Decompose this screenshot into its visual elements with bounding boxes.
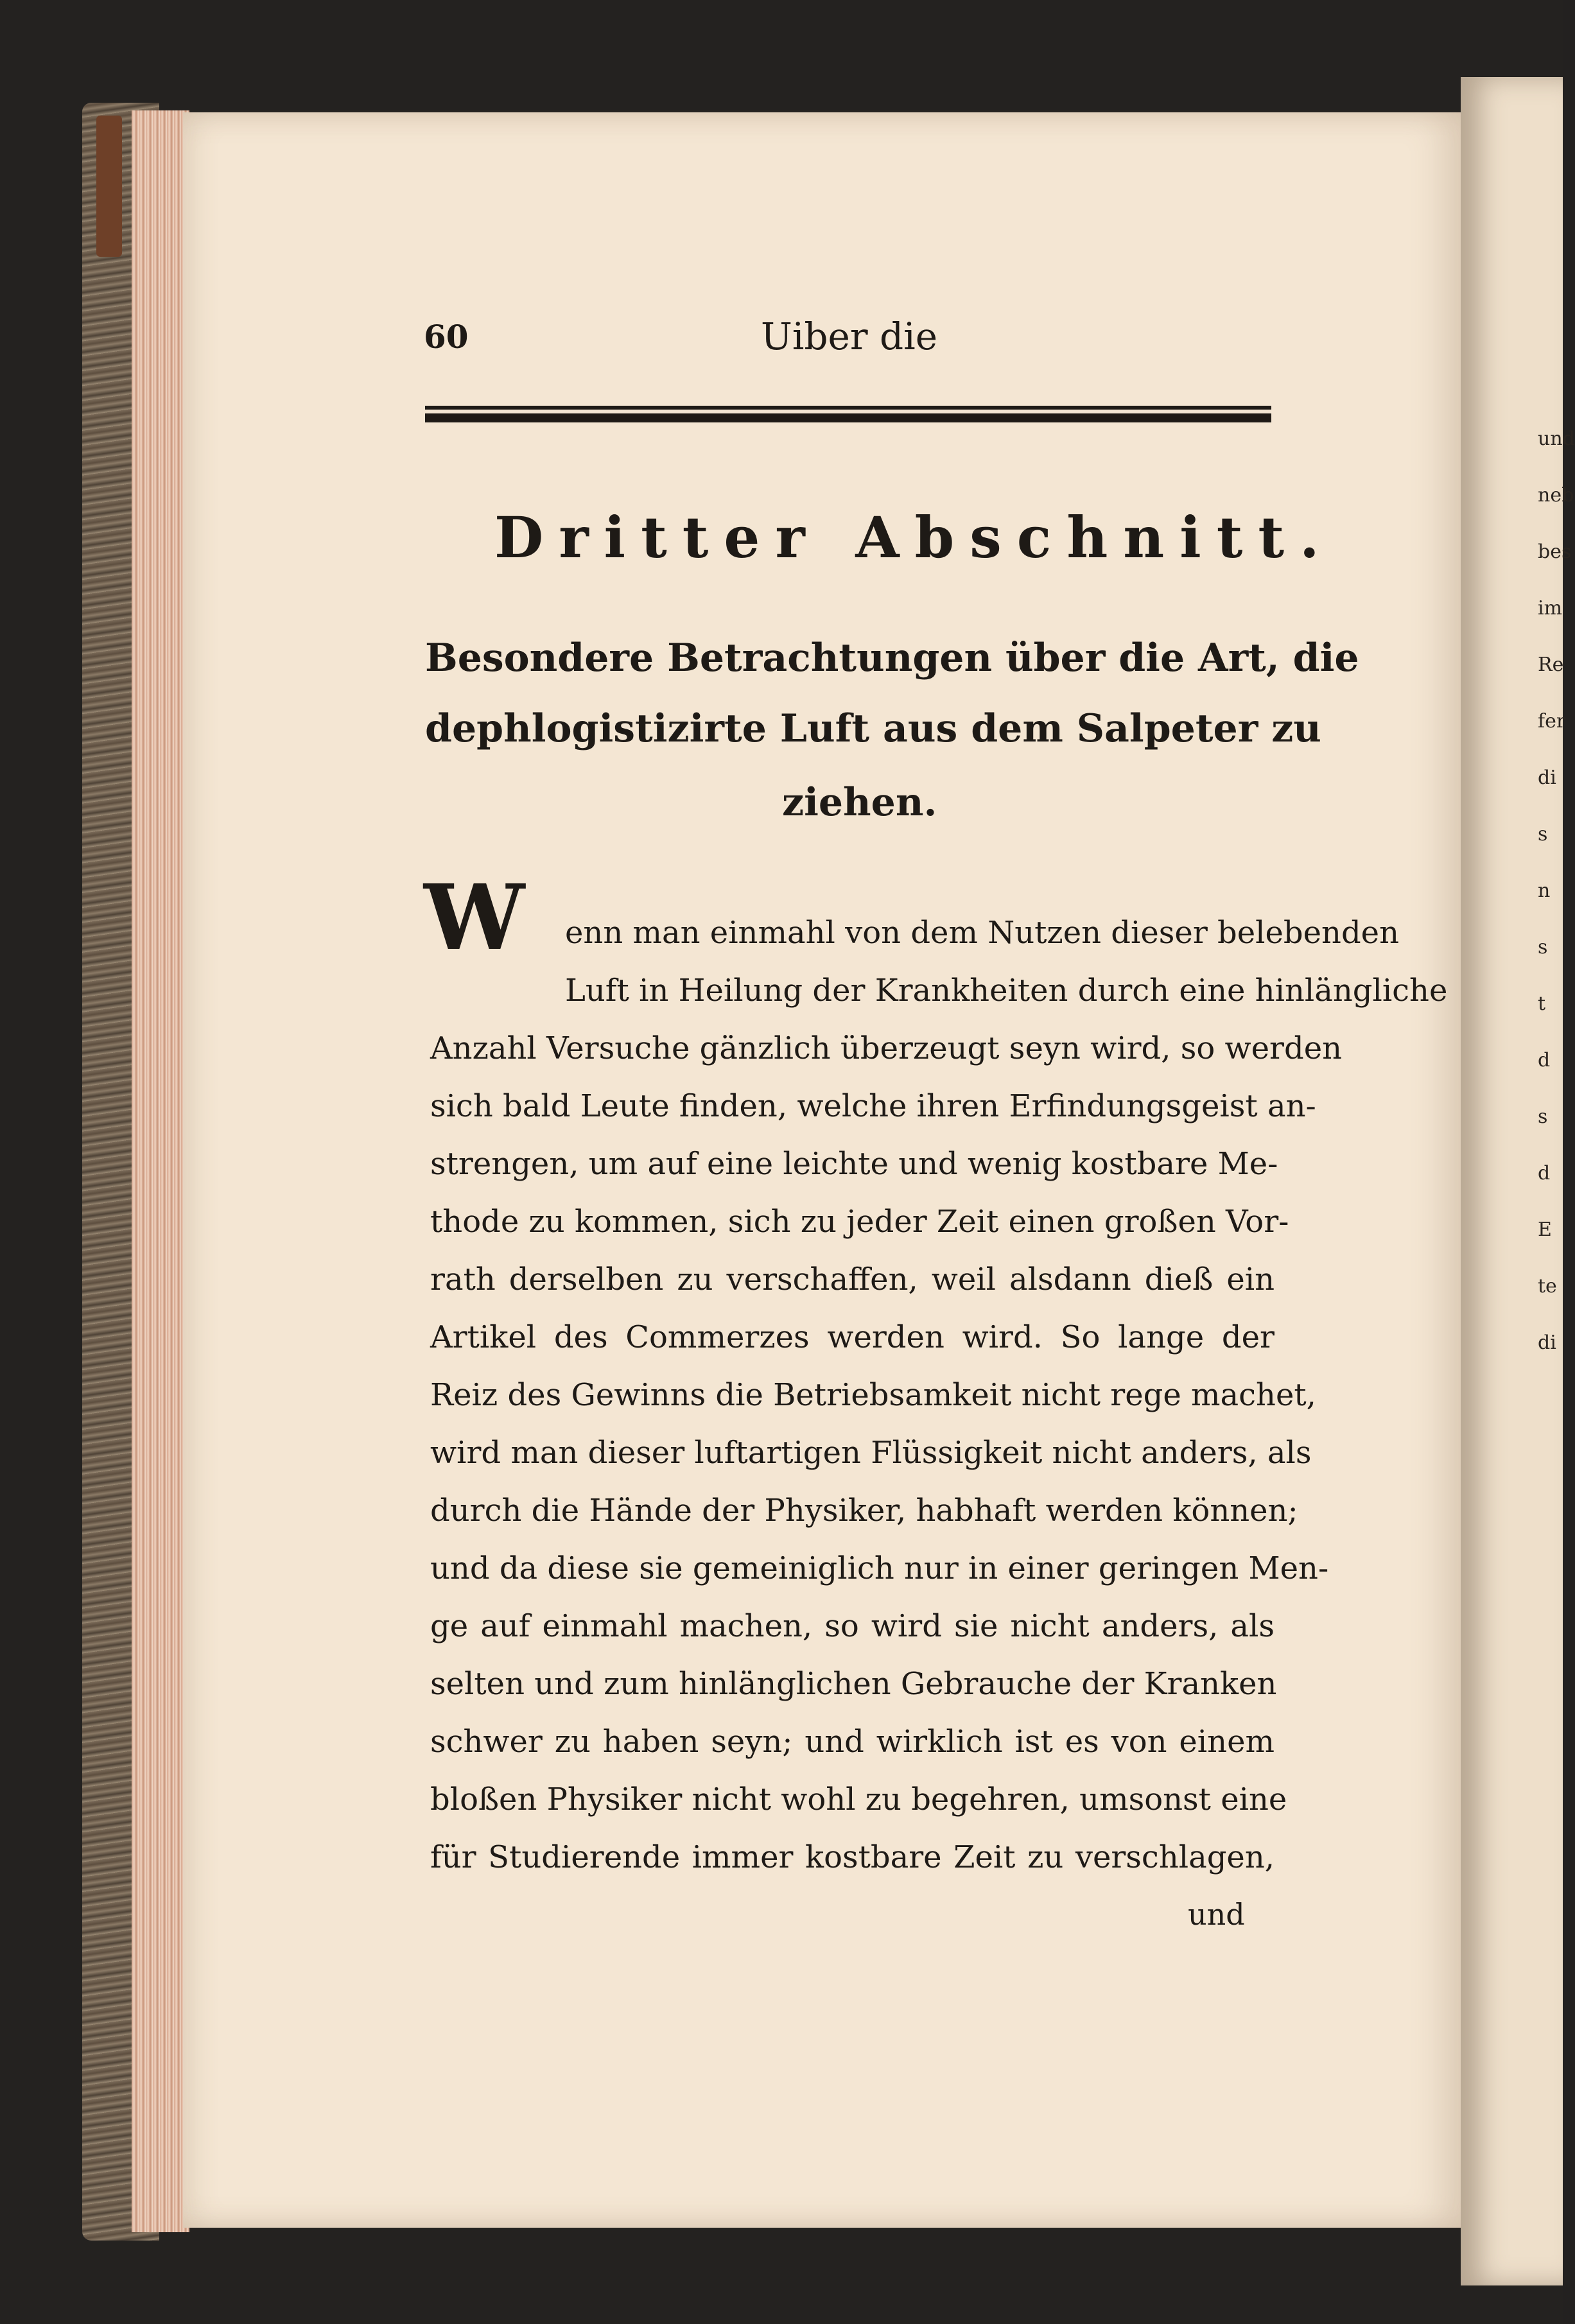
page-edges bbox=[132, 110, 189, 2232]
facing-page-fragment: di bbox=[1538, 1331, 1556, 1354]
facing-page-fragment: s bbox=[1538, 1106, 1548, 1128]
body-line: thode zu kommen, sich zu jeder Zeit einen großen Vor- bbox=[430, 1204, 1289, 1240]
chapter-subtitle-line: dephlogistizirte Luft aus dem Salpeter zu bbox=[425, 706, 1321, 751]
body-line: sich bald Leute finden, welche ihren Erfindungsgeist an- bbox=[430, 1088, 1316, 1124]
facing-page-fragment: te bbox=[1538, 1275, 1557, 1297]
facing-page-fragment: im bbox=[1538, 597, 1563, 620]
chapter-subtitle-line: Besondere Betrachtungen über die Art, die bbox=[425, 636, 1359, 681]
body-line: Luft in Heilung der Krankheiten durch eine hinlängliche bbox=[565, 973, 1448, 1009]
body-line: für Studierende immer kostbare Zeit zu verschlagen, bbox=[430, 1839, 1275, 1875]
facing-page-fragment: n bbox=[1538, 880, 1551, 902]
facing-page-fragment: E bbox=[1538, 1218, 1552, 1241]
body-line: rath derselben zu verschaffen, weil alsdann dieß ein bbox=[430, 1262, 1275, 1297]
running-head: Uiber die bbox=[761, 315, 938, 358]
body-line: schwer zu haben seyn; und wirklich ist es von einem bbox=[430, 1724, 1275, 1760]
chapter-subtitle-line: ziehen. bbox=[782, 780, 937, 825]
drop-initial: W bbox=[424, 865, 525, 971]
body-line: durch die Hände der Physiker, habhaft werden können; bbox=[430, 1493, 1298, 1529]
page-number: 60 bbox=[424, 318, 469, 356]
body-line: selten und zum hinlänglichen Gebrauche der Kranken bbox=[430, 1666, 1277, 1702]
book-spine-leather bbox=[96, 116, 122, 257]
body-line: Reiz des Gewinns die Betriebsamkeit nicht rege machet, bbox=[430, 1377, 1316, 1413]
facing-page-fragment: fer bbox=[1538, 710, 1566, 733]
body-line: bloßen Physiker nicht wohl zu begehren, umsonst eine bbox=[430, 1782, 1287, 1817]
body-line: enn man einmahl von dem Nutzen dieser belebenden bbox=[565, 915, 1399, 951]
header-rule bbox=[425, 406, 1271, 422]
chapter-title: Dritter Abschnitt. bbox=[494, 504, 1335, 571]
facing-page-fragment: s bbox=[1538, 823, 1548, 845]
catchword: und bbox=[1188, 1897, 1245, 1932]
body-line: Anzahl Versuche gänzlich überzeugt seyn wird, so werden bbox=[430, 1030, 1343, 1066]
body-line: Artikel des Commerzes werden wird. So lange der bbox=[430, 1319, 1275, 1355]
body-line: strengen, um auf eine leichte und wenig kostbare Me- bbox=[430, 1146, 1278, 1182]
facing-page-fragment: d bbox=[1538, 1049, 1551, 1071]
facing-page-fragment: neb bbox=[1538, 484, 1574, 507]
body-line: und da diese sie gemeiniglich nur in einer geringen Men- bbox=[430, 1550, 1329, 1586]
facing-page-fragment: t bbox=[1538, 993, 1546, 1015]
facing-page-fragment: di bbox=[1538, 767, 1556, 789]
facing-page-fragment: d bbox=[1538, 1162, 1551, 1184]
facing-page-fragment: und bbox=[1538, 428, 1575, 450]
body-line: wird man dieser luftartigen Flüssigkeit nicht anders, als bbox=[430, 1435, 1312, 1471]
facing-page-text bbox=[1538, 411, 1575, 1371]
body-line: ge auf einmahl machen, so wird sie nicht anders, als bbox=[430, 1608, 1275, 1644]
facing-page-fragment: s bbox=[1538, 936, 1548, 958]
facing-page-fragment: Re bbox=[1538, 654, 1564, 676]
facing-page-fragment: bes bbox=[1538, 541, 1572, 563]
